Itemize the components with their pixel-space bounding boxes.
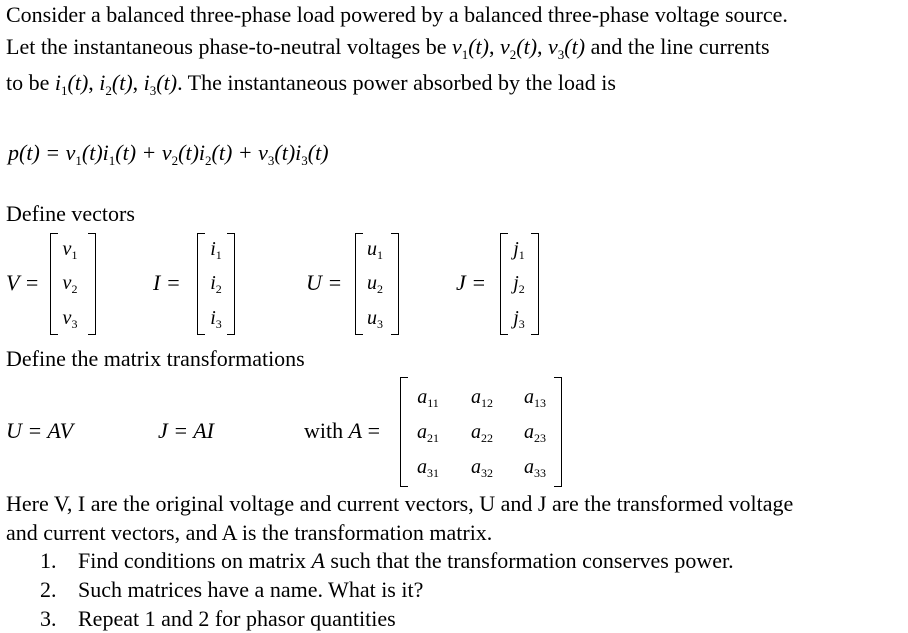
intro-text-1: Consider a balanced three-phase load powered by a balanced three-phase voltage source. — [6, 2, 788, 27]
question-1: 1. Find conditions on matrix A such that the transformation conserves power. — [40, 548, 734, 573]
questions-list — [40, 546, 734, 633]
intro-line-3: to be $i_1(t)$, $i_2(t)$, $i_3(t)$. The instantaneous power absorbed by the load is — [6, 70, 616, 98]
intro-line-2: Let the instantaneous phase-to-neutral voltages be $v_1(t)$, $v_2(t)$, $v_3(t)$ and the line currents — [6, 34, 770, 62]
vector-J-entry-3: $j_3$ — [513, 307, 525, 331]
vector-V-bracket-right — [88, 233, 96, 335]
matrix-A-a31: $a_{31}$ — [417, 456, 439, 480]
matrix-A-a23: $a_{23}$ — [524, 421, 546, 445]
vector-U-entry-1: $u_1$ — [367, 238, 383, 262]
matrix-A-a11: $a_{11}$ — [417, 386, 439, 410]
vector-J-entry-1: $j_1$ — [513, 238, 525, 262]
matrix-A-bracket-left — [400, 377, 408, 487]
vector-I-entry-1: $i_1$ — [210, 238, 222, 262]
vector-J-entry-2: $j_2$ — [513, 272, 525, 296]
vector-U-label: U = — [306, 270, 343, 295]
current-i3: $i_3(t)$ — [143, 70, 178, 98]
matrix-A-a13: $a_{13}$ — [524, 386, 546, 410]
question-3: 3. Repeat 1 and 2 for phasor quantities — [40, 606, 396, 631]
matrix-A-a12: $a_{12}$ — [471, 386, 493, 410]
explanation-line-1: Here V, I are the original voltage and current vectors, U and J are the transformed voltage — [6, 491, 794, 516]
intro-line-1 — [6, 2, 788, 28]
current-i2: $i_2(t)$ — [99, 70, 133, 98]
matrix-A-a33: $a_{33}$ — [524, 456, 546, 480]
question-2: 2. Such matrices have a name. What is it? — [40, 577, 424, 602]
matrix-A-a32: $a_{32}$ — [471, 456, 493, 480]
vector-I-bracket-right — [227, 233, 235, 335]
current-i1: $i_1(t)$ — [54, 70, 89, 98]
vector-U-entry-2: $u_2$ — [367, 272, 383, 296]
question-1-matrix-var: A — [311, 548, 325, 573]
with-label: with A = — [304, 418, 380, 443]
voltage-v2: $v_2(t)$ — [500, 34, 538, 62]
intro-text-3a: to be — [6, 70, 50, 95]
intro-text-3b: . The instantaneous power absorbed by the load is — [177, 70, 616, 95]
matrix-A-a22: $a_{22}$ — [471, 421, 493, 445]
voltage-v3: $v_3(t)$ — [548, 34, 586, 62]
vector-U-bracket-right — [391, 233, 399, 335]
transform-eq-current: J = AI — [158, 418, 214, 443]
vector-V-entry-2: $v_2$ — [62, 272, 78, 296]
vector-V-label: V = — [6, 270, 40, 295]
vector-J-label: J = — [456, 270, 487, 295]
intro-text-2b: and the line currents — [590, 34, 770, 59]
transform-eq-voltage: U = AV — [6, 418, 74, 443]
define-vectors-heading: Define vectors — [6, 201, 135, 226]
vector-I-label: I = — [153, 270, 181, 295]
intro-text-2a: Let the instantaneous phase-to-neutral voltages be — [6, 34, 447, 59]
vector-I-entry-2: $i_2$ — [210, 272, 222, 296]
matrix-A-name: A — [348, 418, 363, 443]
matrix-A-a21: $a_{21}$ — [417, 421, 439, 445]
matrix-A-bracket-right — [554, 377, 562, 487]
vector-I-entry-3: $i_3$ — [210, 307, 222, 331]
vector-U-entry-3: $u_3$ — [367, 307, 383, 331]
vector-V-entry-1: $v_1$ — [62, 238, 78, 262]
explanation-line-2: and current vectors, and A is the transformation matrix. — [6, 520, 493, 545]
voltage-v1: $v_1(t)$ — [451, 34, 489, 62]
define-transforms-heading: Define the matrix transformations — [6, 346, 305, 371]
vector-V-entry-3: $v_3$ — [62, 307, 78, 331]
power-equation: $p(t) = v_1(t)i_1(t) + v_2(t)i_2(t) + v_3(t)i_3(t)$ — [8, 140, 329, 168]
vector-J-bracket-right — [531, 233, 539, 335]
